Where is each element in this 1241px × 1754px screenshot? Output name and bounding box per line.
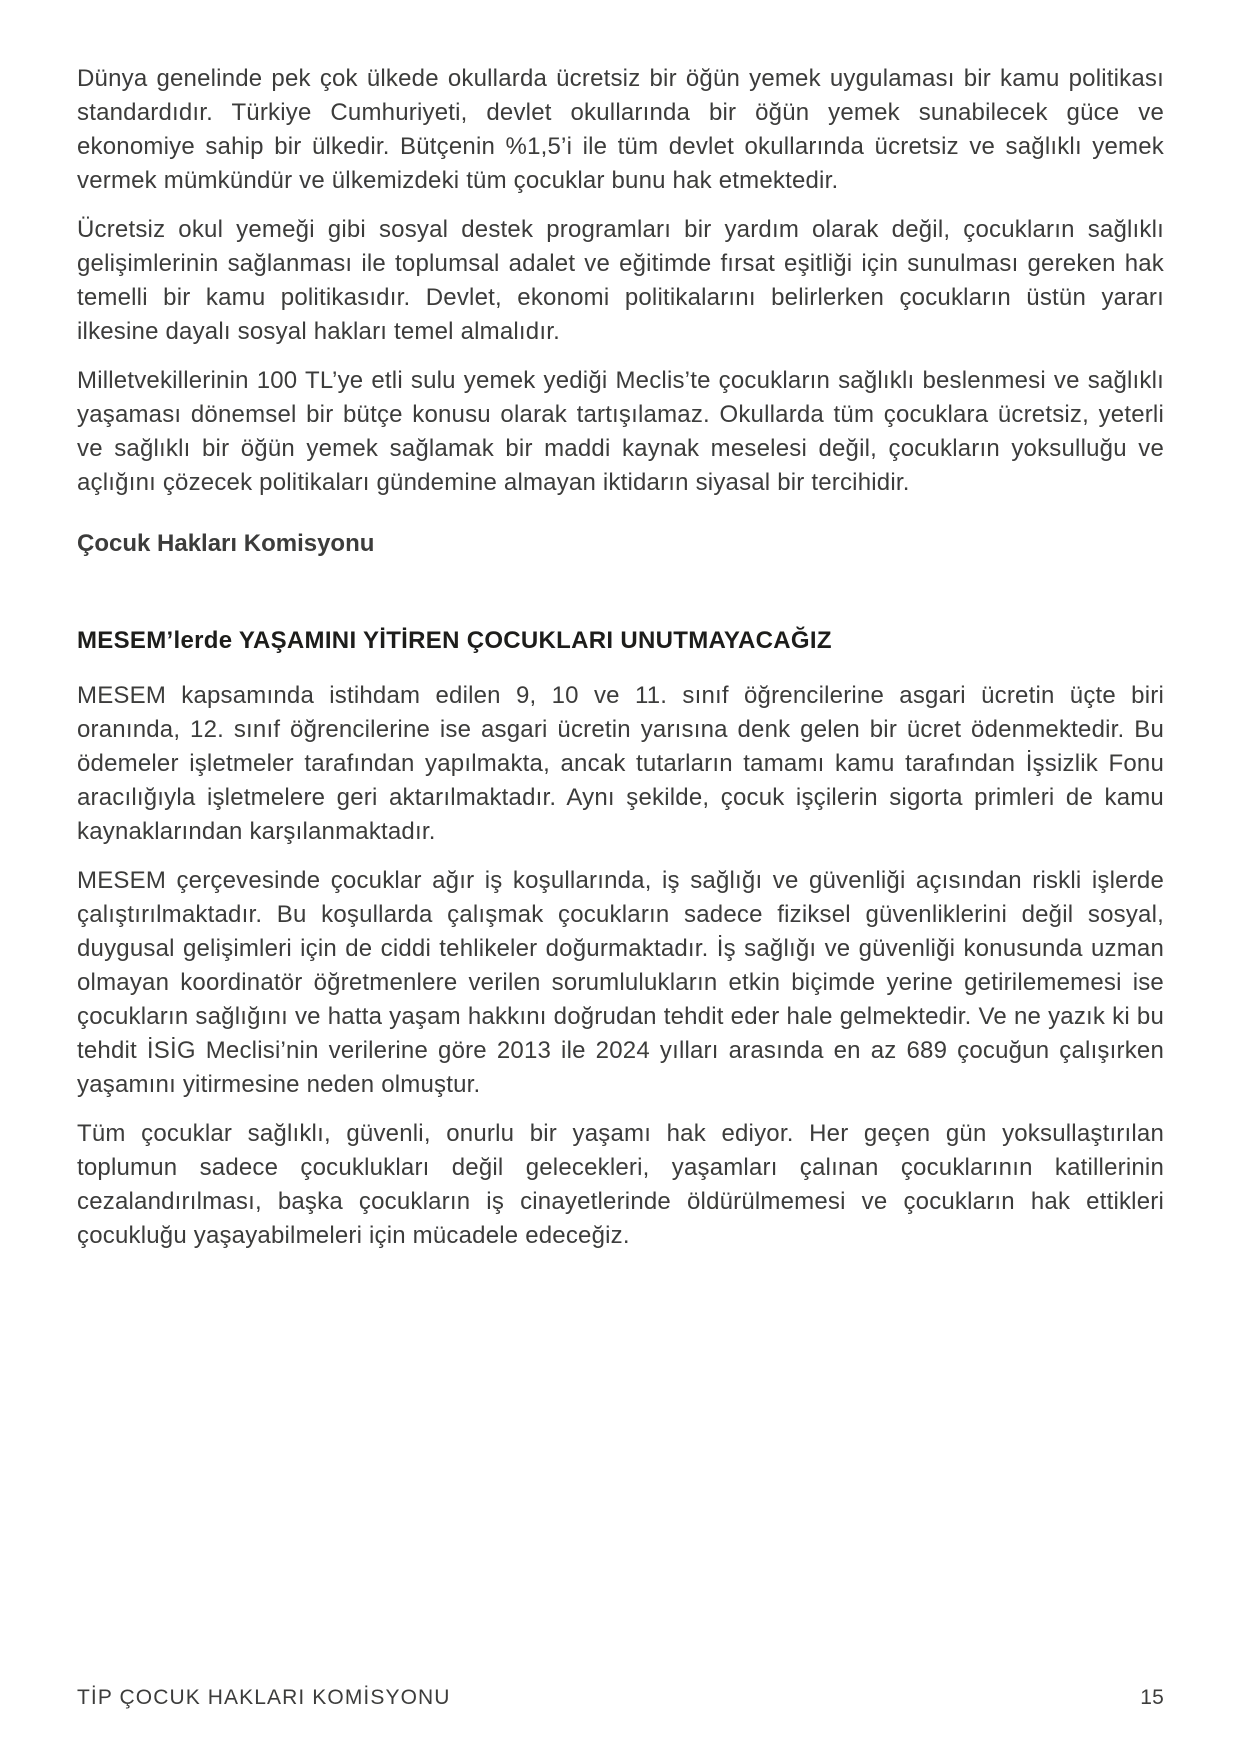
footer-commission-title: TİP ÇOCUK HAKLARI KOMİSYONU [77,1686,451,1709]
page-footer [77,1686,1164,1710]
page-content [77,62,1164,1253]
paragraph-school-meals-policy: Dünya genelinde pek çok ülkede okullarda ücretsiz bir öğün yemek uygulaması bir kamu politikası standardıdır. Türkiye Cumhuriyeti, devlet okullarında bir öğün yemek sunabilecek güce ve ekonomiye sahip bir ülkedir. Bütçenin %1,5’i ile tüm devlet okullarında ücretsiz ve sağlıklı yemek vermek mümkündür ve ülkemizdeki tüm çocuklar bunu hak etmektedir. [77,65,1164,194]
page-number: 15 [1140,1686,1164,1709]
signature-line: Çocuk Hakları Komisyonu [77,530,375,557]
section-title: MESEM’lerde YAŞAMINI YİTİREN ÇOCUKLARI UNUTMAYACAĞIZ [77,627,832,654]
paragraph-parliament-meals: Milletvekillerinin 100 TL’ye etli sulu yemek yediği Meclis’te çocukların sağlıklı beslenmesi ve sağlıklı yaşaması dönemsel bir bütçe konusu olarak tartışılamaz. Okullarda tüm çocuklara ücretsiz, yeterli ve sağlıklı bir öğün yemek sağlamak bir maddi kaynak meselesi değil, çocukların yoksulluğu ve açlığını çözecek politikaları gündemine almayan iktidarın siyasal bir tercihidir. [77,367,1164,496]
paragraph-mesem-struggle: Tüm çocuklar sağlıklı, güvenli, onurlu bir yaşamı hak ediyor. Her geçen gün yoksullaştırılan toplumun sadece çocuklukları değil gelecekleri, yaşamları çalınan çocuklarının katillerinin cezalandırılması, başka çocukların iş cinayetlerinde öldürülmemesi ve çocukların hak ettikleri çocukluğu yaşayabilmeleri için mücadele edeceğiz. [77,1120,1164,1249]
paragraph-rights-based-policy: Ücretsiz okul yemeği gibi sosyal destek programları bir yardım olarak değil, çocukların sağlıklı gelişimlerinin sağlanması ile toplumsal adalet ve eğitimde fırsat eşitliği için sunulması gereken hak temelli bir kamu politikasıdır. Devlet, ekonomi politikalarını belirlerken çocukların üstün yararı ilkesine dayalı sosyal hakları temel almalıdır. [77,216,1164,345]
paragraph-mesem-risks: MESEM çerçevesinde çocuklar ağır iş koşullarında, iş sağlığı ve güvenliği açısından riskli işlerde çalıştırılmaktadır. Bu koşullarda çalışmak çocukların sadece fiziksel güvenliklerini değil sosyal, duygusal gelişimleri için de ciddi tehlikeler doğurmaktadır. İş sağlığı ve güvenliği konusunda uzman olmayan koordinatör öğretmenlere verilen sorumlulukların etkin biçimde yerine getirilememesi ise çocukların sağlığını ve hatta yaşam hakkını doğrudan tehdit eder hale gelmektedir. Ve ne yazık ki bu tehdit İSİG Meclisi’nin verilerine göre 2013 ile 2024 yılları arasında en az 689 çocuğun çalışırken yaşamını yitirmesine neden olmuştur. [77,867,1164,1098]
paragraph-mesem-wages: MESEM kapsamında istihdam edilen 9, 10 ve 11. sınıf öğrencilerine asgari ücretin üçte biri oranında, 12. sınıf öğrencilerine ise asgari ücretin yarısına denk gelen bir ücret ödenmektedir. Bu ödemeler işletmeler tarafından yapılmakta, ancak tutarların tamamı kamu tarafından İşsizlik Fonu aracılığıyla işletmelere geri aktarılmaktadır. Aynı şekilde, çocuk işçilerin sigorta primleri de kamu kaynaklarından karşılanmaktadır. [77,682,1164,845]
